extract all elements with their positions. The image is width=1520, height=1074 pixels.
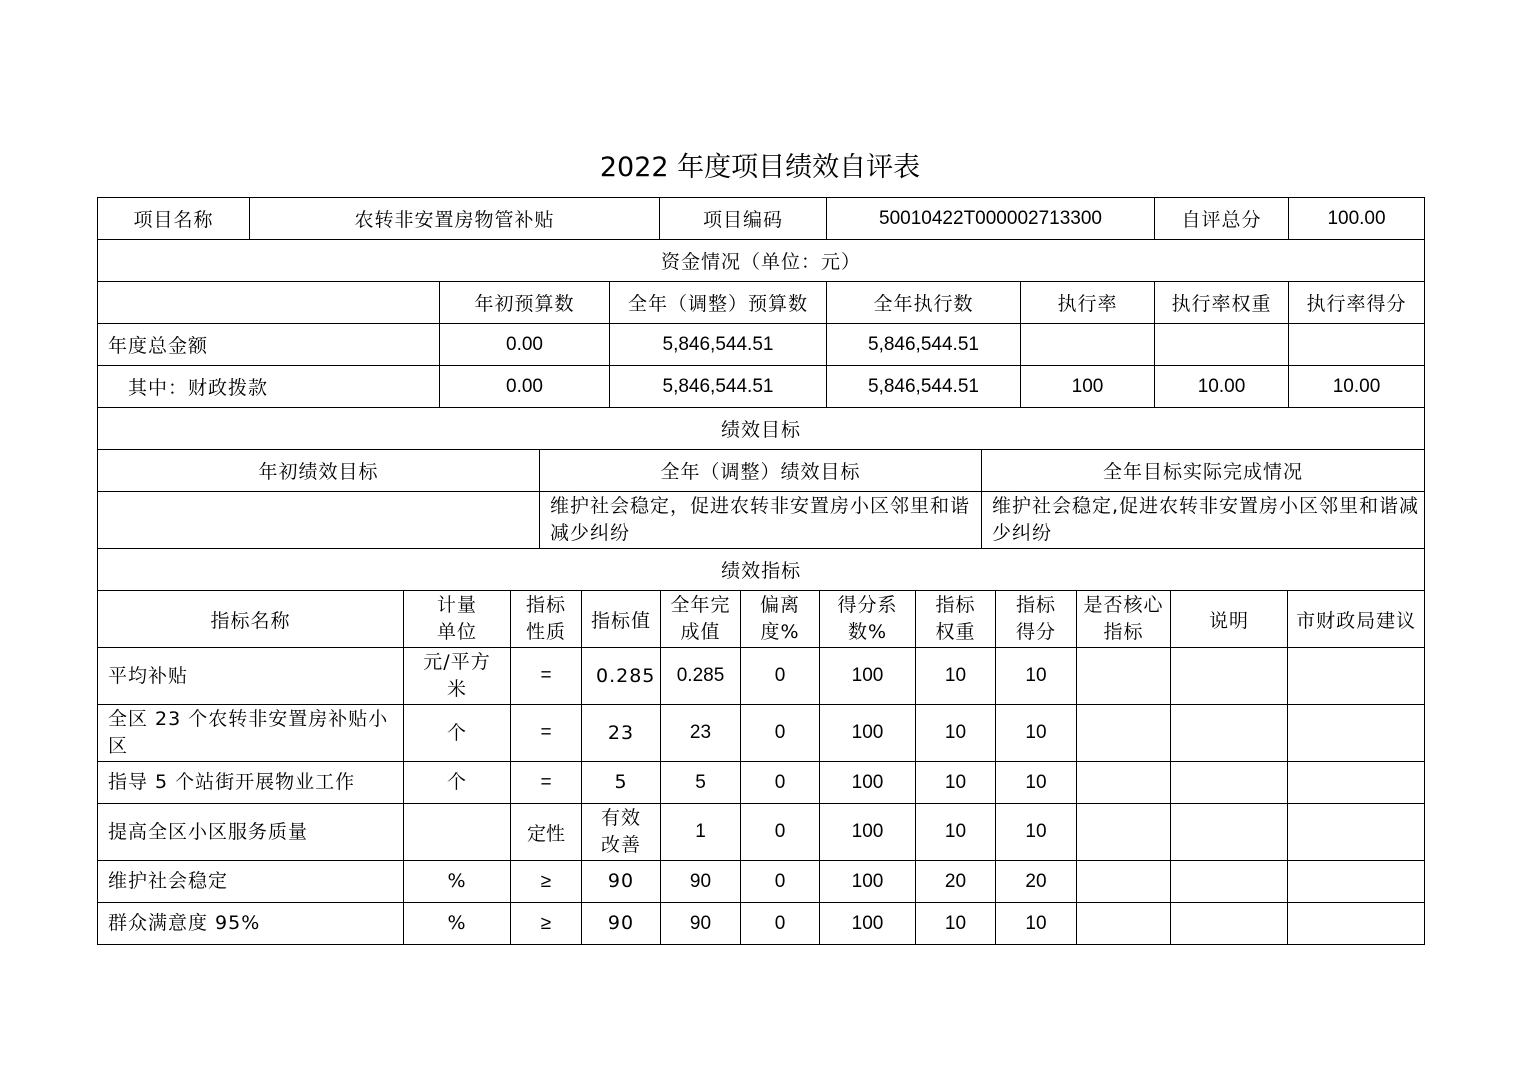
ind-note <box>1171 861 1288 903</box>
goals-header-actual: 全年目标实际完成情况 <box>982 450 1425 492</box>
ind-actual: 90 <box>661 861 741 903</box>
indicator-row <box>98 705 1425 762</box>
funds-header-blank <box>98 282 440 324</box>
ind-nature: = <box>511 648 582 705</box>
ind-deviation: 0 <box>741 648 820 705</box>
funds-table <box>97 197 1425 450</box>
ind-advice <box>1288 648 1425 705</box>
ind-score: 10 <box>996 762 1077 804</box>
goals-initial <box>98 492 540 549</box>
funds-rate: 100 <box>1021 366 1155 408</box>
ind-weight: 10 <box>916 705 996 762</box>
ind-target: 5 <box>582 762 661 804</box>
page-title: 2022 年度项目绩效自评表 <box>599 152 921 183</box>
ind-unit: 元/平方米 <box>404 648 511 705</box>
funds-header-initial: 年初预算数 <box>440 282 610 324</box>
ind-coef: 100 <box>820 762 916 804</box>
ind-note <box>1171 648 1288 705</box>
goals-actual: 维护社会稳定,促进农转非安置房小区邻里和谐减少纠纷 <box>982 492 1425 549</box>
goals-table <box>97 449 1425 549</box>
ind-actual: 23 <box>661 705 741 762</box>
indicator-row <box>98 903 1425 945</box>
ind-core <box>1077 705 1171 762</box>
ind-header-nature: 指标性质 <box>511 591 582 648</box>
ind-core <box>1077 762 1171 804</box>
ind-nature: ≥ <box>511 903 582 945</box>
funds-header-weight: 执行率权重 <box>1155 282 1289 324</box>
funds-row-fiscal <box>98 366 1425 408</box>
ind-header-actual: 全年完成值 <box>661 591 741 648</box>
funds-adjusted: 5,846,544.51 <box>610 366 827 408</box>
goals-row <box>98 492 1425 549</box>
ind-deviation: 0 <box>741 861 820 903</box>
ind-header-note: 说明 <box>1171 591 1288 648</box>
ind-score: 10 <box>996 903 1077 945</box>
funds-row-label: 其中：财政拨款 <box>98 366 440 408</box>
ind-note <box>1171 804 1288 861</box>
funds-weight: 10.00 <box>1155 366 1289 408</box>
indicator-row <box>98 648 1425 705</box>
ind-name: 群众满意度 95% <box>98 903 404 945</box>
ind-core <box>1077 903 1171 945</box>
ind-target: 0.285 <box>582 648 661 705</box>
ind-advice <box>1288 903 1425 945</box>
self-score-value: 100.00 <box>1289 198 1425 240</box>
ind-deviation: 0 <box>741 762 820 804</box>
goals-adjusted: 维护社会稳定，促进农转非安置房小区邻里和谐减少纠纷 <box>540 492 982 549</box>
indicators-section-title: 绩效指标 <box>98 549 1425 591</box>
goals-header-adjusted: 全年（调整）绩效目标 <box>540 450 982 492</box>
ind-target: 23 <box>582 705 661 762</box>
ind-score: 10 <box>996 705 1077 762</box>
ind-coef: 100 <box>820 705 916 762</box>
ind-unit: 个 <box>404 705 511 762</box>
ind-actual: 0.285 <box>661 648 741 705</box>
ind-header-unit: 计量单位 <box>404 591 511 648</box>
ind-weight: 10 <box>916 648 996 705</box>
project-row <box>98 198 1425 240</box>
ind-nature: = <box>511 705 582 762</box>
project-code-value: 50010422T000002713300 <box>827 198 1155 240</box>
funds-header-adjusted: 全年（调整）预算数 <box>610 282 827 324</box>
funds-header-executed: 全年执行数 <box>827 282 1021 324</box>
ind-score: 10 <box>996 648 1077 705</box>
ind-header-target: 指标值 <box>582 591 661 648</box>
funds-executed: 5,846,544.51 <box>827 324 1021 366</box>
ind-header-name: 指标名称 <box>98 591 404 648</box>
project-name-value: 农转非安置房物管补贴 <box>250 198 660 240</box>
funds-score: 10.00 <box>1289 366 1425 408</box>
ind-weight: 10 <box>916 762 996 804</box>
indicator-row <box>98 804 1425 861</box>
ind-unit: 个 <box>404 762 511 804</box>
ind-score: 10 <box>996 804 1077 861</box>
ind-note <box>1171 762 1288 804</box>
ind-name: 指导 5 个站街开展物业工作 <box>98 762 404 804</box>
funds-rate <box>1021 324 1155 366</box>
funds-adjusted: 5,846,544.51 <box>610 324 827 366</box>
indicators-table <box>97 548 1425 945</box>
ind-name: 提高全区小区服务质量 <box>98 804 404 861</box>
ind-core <box>1077 648 1171 705</box>
ind-header-core: 是否核心指标 <box>1077 591 1171 648</box>
ind-target: 90 <box>582 903 661 945</box>
funds-initial: 0.00 <box>440 324 610 366</box>
funds-header-rate: 执行率 <box>1021 282 1155 324</box>
ind-coef: 100 <box>820 861 916 903</box>
ind-name: 维护社会稳定 <box>98 861 404 903</box>
ind-target: 90 <box>582 861 661 903</box>
ind-weight: 10 <box>916 804 996 861</box>
ind-coef: 100 <box>820 903 916 945</box>
ind-advice <box>1288 762 1425 804</box>
ind-nature: 定性 <box>511 804 582 861</box>
ind-target: 有效改善 <box>582 804 661 861</box>
project-code-label: 项目编码 <box>660 198 827 240</box>
ind-note <box>1171 903 1288 945</box>
funds-row-total <box>98 324 1425 366</box>
ind-advice <box>1288 861 1425 903</box>
funds-row-label: 年度总金额 <box>98 324 440 366</box>
funds-score <box>1289 324 1425 366</box>
indicator-row <box>98 861 1425 903</box>
indicator-row <box>98 762 1425 804</box>
ind-name: 平均补贴 <box>98 648 404 705</box>
goals-header-initial: 年初绩效目标 <box>98 450 540 492</box>
ind-core <box>1077 861 1171 903</box>
ind-header-score: 指标得分 <box>996 591 1077 648</box>
ind-score: 20 <box>996 861 1077 903</box>
indicators-header-row <box>98 591 1425 648</box>
ind-actual: 90 <box>661 903 741 945</box>
ind-header-deviation: 偏离度% <box>741 591 820 648</box>
ind-coef: 100 <box>820 804 916 861</box>
ind-unit: % <box>404 861 511 903</box>
ind-actual: 5 <box>661 762 741 804</box>
ind-header-weight: 指标权重 <box>916 591 996 648</box>
goals-section-title: 绩效目标 <box>98 408 1425 450</box>
self-score-label: 自评总分 <box>1155 198 1289 240</box>
ind-note <box>1171 705 1288 762</box>
ind-unit <box>404 804 511 861</box>
ind-nature: = <box>511 762 582 804</box>
funds-section-title: 资金情况（单位：元） <box>98 240 1425 282</box>
ind-advice <box>1288 804 1425 861</box>
funds-initial: 0.00 <box>440 366 610 408</box>
funds-weight <box>1155 324 1289 366</box>
ind-core <box>1077 804 1171 861</box>
ind-header-advice: 市财政局建议 <box>1288 591 1425 648</box>
ind-deviation: 0 <box>741 804 820 861</box>
funds-header-row <box>98 282 1425 324</box>
funds-header-score: 执行率得分 <box>1289 282 1425 324</box>
ind-name: 全区 23 个农转非安置房补贴小区 <box>98 705 404 762</box>
ind-deviation: 0 <box>741 705 820 762</box>
ind-deviation: 0 <box>741 903 820 945</box>
ind-coef: 100 <box>820 648 916 705</box>
funds-executed: 5,846,544.51 <box>827 366 1021 408</box>
ind-unit: % <box>404 903 511 945</box>
ind-weight: 20 <box>916 861 996 903</box>
ind-actual: 1 <box>661 804 741 861</box>
project-name-label: 项目名称 <box>98 198 250 240</box>
ind-weight: 10 <box>916 903 996 945</box>
ind-advice <box>1288 705 1425 762</box>
ind-nature: ≥ <box>511 861 582 903</box>
ind-header-coef: 得分系数% <box>820 591 916 648</box>
goals-header-row <box>98 450 1425 492</box>
